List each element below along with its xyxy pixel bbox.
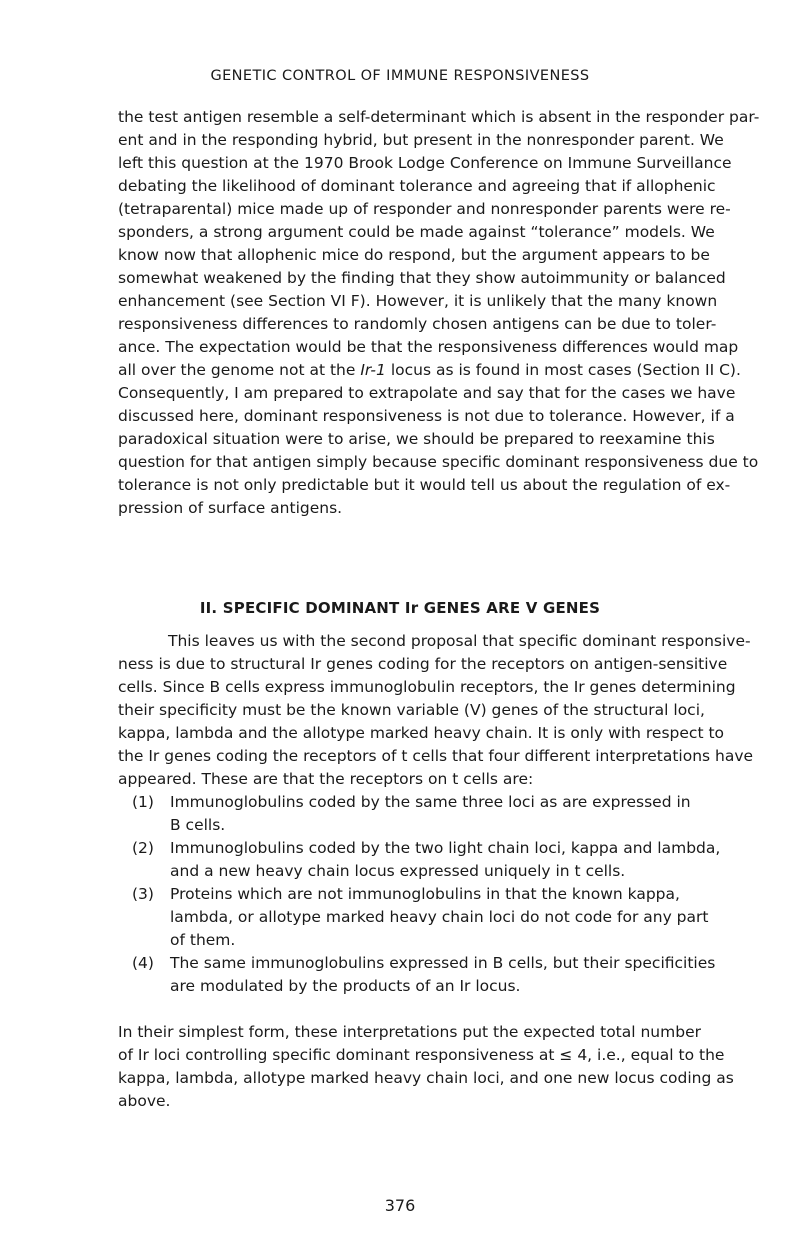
paragraph-line: know now that allophenic mice do respond, but the argument appears to be: [118, 246, 710, 264]
paragraph-line: tolerance is not only predictable but it would tell us about the regulation of ex-: [118, 476, 731, 494]
paragraph-line: of Ir loci controlling specific dominant responsiveness at ≤ 4, i.e., equal to the: [118, 1046, 725, 1064]
list-item: [118, 837, 768, 883]
paragraph-line: ness is due to structural Ir genes coding for the receptors on antigen-sensitive: [118, 655, 728, 673]
paragraph-line: This leaves us with the second proposal that specific dominant responsive-: [168, 632, 751, 650]
list-item: [118, 791, 768, 837]
list-item-number: (1): [132, 793, 154, 811]
list-item: [118, 952, 768, 998]
paragraph-line: responsiveness differences to randomly chosen antigens can be due to toler-: [118, 315, 717, 333]
paragraph-line: all over the genome not at the Ir-1 locus as is found in most cases (Section II C).: [118, 361, 741, 379]
paragraph-line: question for that antigen simply because specific dominant responsiveness due to: [118, 453, 759, 471]
list-item-line: Immunoglobulins coded by the two light chain loci, kappa and lambda,: [170, 839, 721, 857]
section-heading: II. SPECIFIC DOMINANT Ir GENES ARE V GENES: [199, 599, 601, 617]
paragraph-line: debating the likelihood of dominant tolerance and agreeing that if allophenic: [118, 177, 716, 195]
paragraph-tolerance: [118, 106, 768, 520]
paragraph-line: sponders, a strong argument could be made against “tolerance” models. We: [118, 223, 715, 241]
paragraph-summary: [118, 1021, 768, 1113]
paragraph-line: above.: [118, 1092, 171, 1110]
paragraph-line: enhancement (see Section VI F). However, it is unlikely that the many known: [118, 292, 718, 310]
list-item: [118, 883, 768, 952]
list-item-line: The same immunoglobulins expressed in B cells, but their specificities: [170, 954, 716, 972]
paragraph-line: cells. Since B cells express immunoglobulin receptors, the Ir genes determining: [118, 678, 736, 696]
paragraph-line: Consequently, I am prepared to extrapolate and say that for the cases we have: [118, 384, 736, 402]
paragraph-line: paradoxical situation were to arise, we should be prepared to reexamine this: [118, 430, 715, 448]
list-item-line: Proteins which are not immunoglobulins in that the known kappa,: [170, 885, 680, 903]
list-item-line: and a new heavy chain locus expressed uniquely in t cells.: [170, 862, 626, 880]
paragraph-line: discussed here, dominant responsiveness is not due to tolerance. However, if a: [118, 407, 735, 425]
page-number: 376: [384, 1196, 416, 1215]
paragraph-line: left this question at the 1970 Brook Lodge Conference on Immune Surveillance: [118, 154, 732, 172]
paragraph-line: pression of surface antigens.: [118, 499, 343, 517]
list-item-line: of them.: [170, 931, 236, 949]
list-item-number: (4): [132, 954, 154, 972]
paragraph-line: kappa, lambda and the allotype marked heavy chain. It is only with respect to: [118, 724, 725, 742]
paragraph-line: the test antigen resemble a self-determinant which is absent in the responder par-: [118, 108, 760, 126]
paragraph-line: their specificity must be the known variable (V) genes of the structural loci,: [118, 701, 705, 719]
paragraph-line: In their simplest form, these interpretations put the expected total number: [118, 1023, 701, 1041]
list-item-line: Immunoglobulins coded by the same three loci as are expressed in: [170, 793, 691, 811]
list-item-line: B cells.: [170, 816, 226, 834]
list-item-number: (2): [132, 839, 154, 857]
paragraph-line: the Ir genes coding the receptors of t cells that four different interpretations have: [118, 747, 754, 765]
paragraph-line: appeared. These are that the receptors on t cells are:: [118, 770, 534, 788]
paragraph-line: kappa, lambda, allotype marked heavy chain loci, and one new locus coding as: [118, 1069, 734, 1087]
list-item-line: are modulated by the products of an Ir locus.: [170, 977, 521, 995]
paragraph-line: ent and in the responding hybrid, but present in the nonresponder parent. We: [118, 131, 724, 149]
list-item-line: lambda, or allotype marked heavy chain loci do not code for any part: [170, 908, 709, 926]
running-head: GENETIC CONTROL OF IMMUNE RESPONSIVENESS: [210, 68, 590, 84]
paragraph-line: ance. The expectation would be that the responsiveness differences would map: [118, 338, 739, 356]
paragraph-line: (tetraparental) mice made up of responder and nonresponder parents were re-: [118, 200, 731, 218]
list-item-number: (3): [132, 885, 154, 903]
paragraph-line: somewhat weakened by the finding that they show autoimmunity or balanced: [118, 269, 726, 287]
paragraph-receptors: [118, 630, 768, 998]
